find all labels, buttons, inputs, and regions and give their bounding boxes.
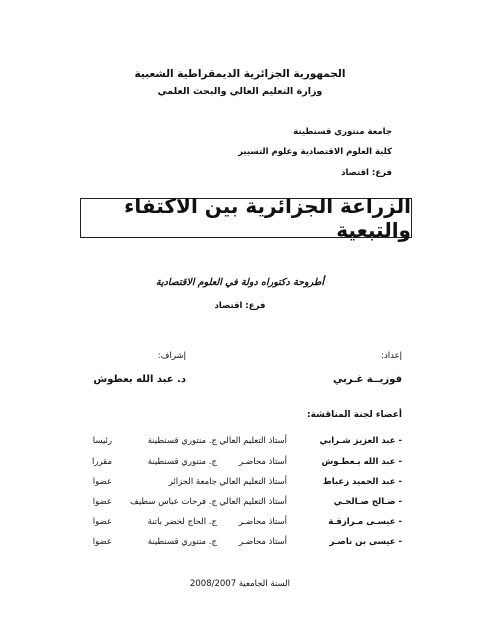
ministry-header: وزارة التعليم العالي والبحث العلمي <box>157 86 323 97</box>
academic-year <box>0 579 480 589</box>
committee-member-row <box>62 477 402 492</box>
member-name: - عيسـى مـرازقـة <box>328 517 402 527</box>
prepared-name: فوزيــة غـربي <box>332 374 402 385</box>
committee-member-row <box>62 537 402 552</box>
member-name: - عبد الله بـعطـوش <box>321 457 402 467</box>
supervision-label: إشراف: <box>157 351 186 361</box>
member-institution: ج. فرحات عباس سطيف <box>130 497 217 507</box>
committee-member-row <box>62 497 402 512</box>
member-name: - عيسى بن ناصـر <box>329 537 402 547</box>
academic-year-label: السنة الجامعية <box>238 579 290 589</box>
thesis-title: الزراعة الجزائرية بين الاكتفاء والتبعية <box>124 194 411 242</box>
republic-header: الجمهورية الجزائرية الديمقراطية الشعبية <box>134 68 346 80</box>
member-rank: أستاذ التعليم العالي <box>219 436 287 446</box>
member-role: عضوا <box>92 517 112 527</box>
committee-heading: أعضاء لجنة المناقشة: <box>306 410 402 420</box>
member-role: رئيسا <box>92 436 112 446</box>
member-role: عضوا <box>92 477 112 487</box>
member-rank: أستاذ التعليم العالي <box>219 477 287 487</box>
faculty-name: كلية العلوم الاقتصادية وعلوم التسيير <box>238 147 392 157</box>
branch-label: فرع: اقتصاد <box>341 168 392 178</box>
member-role: مقررا <box>91 457 112 467</box>
academic-year-value: 2008/2007 <box>189 579 237 589</box>
member-institution: ج. منتوري قسنطينة <box>147 457 217 467</box>
member-name: - صـالح صـالحـي <box>333 497 402 507</box>
committee-member-row <box>62 457 402 472</box>
thesis-type: أطروحة دكتوراه دولة في العلوم الاقتصادية <box>155 277 325 288</box>
committee-member-row <box>62 517 402 532</box>
thesis-title-box <box>80 194 412 242</box>
member-name: - عبد الحميد زعباط <box>322 477 402 487</box>
member-name: - عبد العزيز شـرابي <box>319 436 402 446</box>
member-rank: أستاذ محاضـر <box>238 537 287 547</box>
member-institution: ج. منتوري قسنطينة <box>147 436 217 446</box>
member-rank: أستاذ التعليم العالي <box>219 497 287 507</box>
member-rank: أستاذ محاضـر <box>238 457 287 467</box>
member-rank: أستاذ محاضـر <box>238 517 287 527</box>
member-role: عضوا <box>92 497 112 507</box>
member-institution: جامعة الجزائر <box>168 477 217 487</box>
supervisor-name: د. عبد الله بعطوش <box>93 374 186 385</box>
member-institution: ج. الحاج لخضر باتنة <box>147 517 217 527</box>
member-role: عضوا <box>92 537 112 547</box>
committee-member-row <box>62 436 402 451</box>
member-institution: ج. منتوري قسنطينة <box>147 537 217 547</box>
prepared-label: إعداد: <box>381 351 402 361</box>
university-name: جامعة منتوري قسنطينة <box>293 127 392 137</box>
thesis-branch: فرع: اقتصاد <box>214 301 266 311</box>
